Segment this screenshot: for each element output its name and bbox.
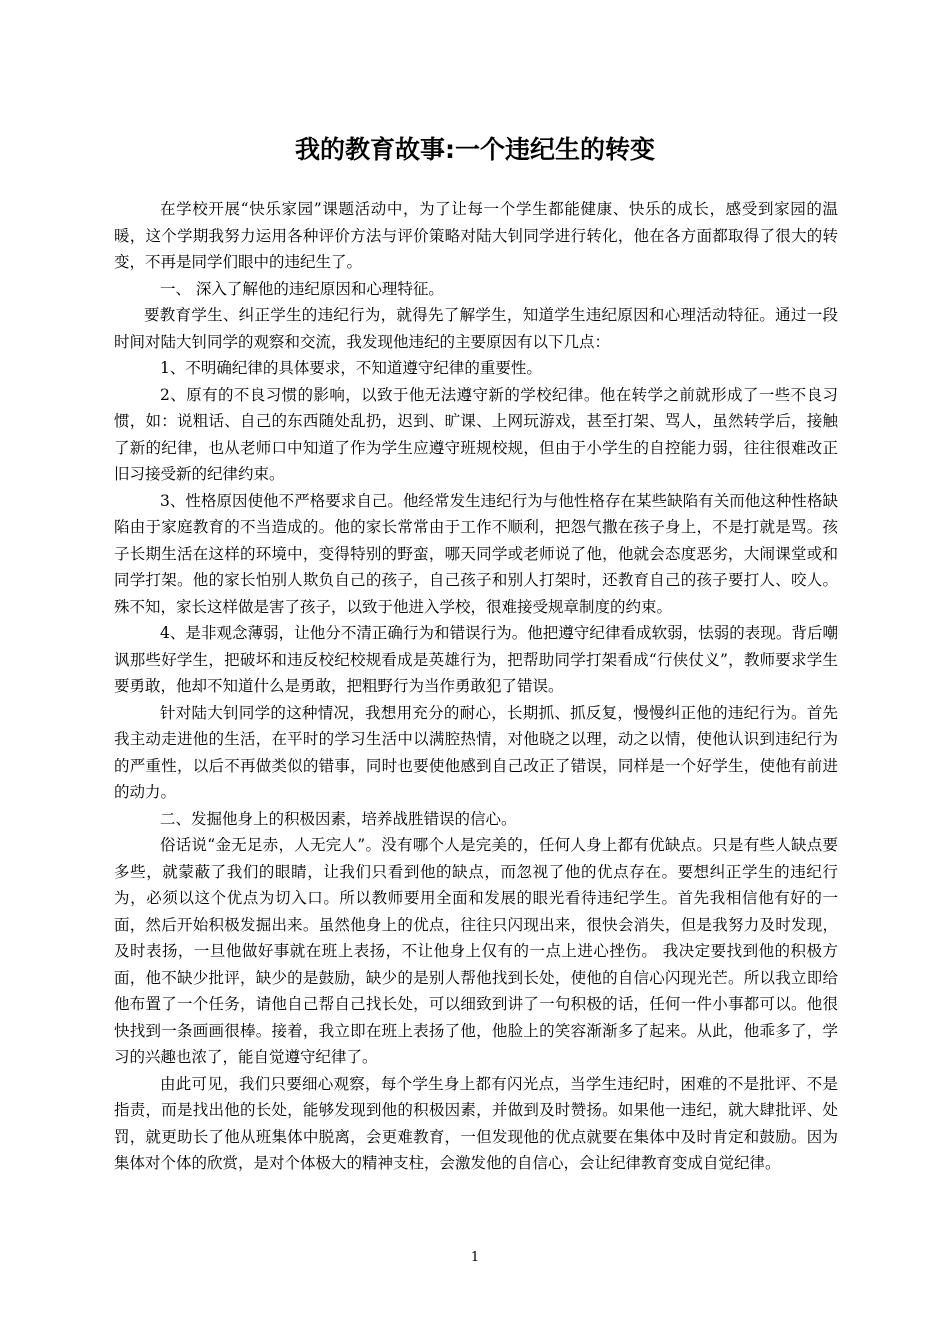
paragraph-intro: 在学校开展“快乐家园”课题活动中，为了让每一个学生都能健康、快乐的成长，感受到家园的温暖，这个学期我努力运用各种评价方法与评价策略对陆大钊同学进行转化，他在各方面都取得了很大的转变，不再是同学们眼中的违纪生了。 xyxy=(114,200,838,271)
list-item-reason-4: 4、是非观念薄弱，让他分不清正确行为和错误行为。他把遵守纪律看成软弱，怯弱的表现。背后嘲讽那些好学生，把破坏和违反校纪校规看成是英雄行为，把帮助同学打架看成“行侠仗义”，教师要求学生要勇敢，他却不知道什么是勇敢，把粗野行为当作勇敢犯了错误。 xyxy=(114,624,838,695)
paragraph-strengths: 俗话说“金无足赤，人无完人”。没有哪个人是完美的，任何人身上都有优缺点。只是有些人缺点要多些，就蒙蔽了我们的眼睛，让我们只看到他的缺点，而忽视了他的优点存在。要想纠正学生的违纪行为，必须以这个优点为切入口。所以教师要用全面和发展的眼光看待违纪学生。首先我相信他有好的一面，然后开始积极发掘出来。虽然他身上的优点，往往只闪现出来，很快会消失，但是我努力及时发现，及时表扬，一旦他做好事就在班上表扬，不让他身上仅有的一点上进心挫伤。 我决定要找到他的积极方面，他不缺少批评，缺少的是鼓励，缺少的是别人帮他找到长处，使他的自信心闪现光芒。所以我立即给他布置了一个任务，请他自己帮自己找长处，可以细致到讲了一句积极的话，任何一件小事都可以。他很快找到一条画画很棒。接着，我立即在班上表扬了他，他脸上的笑容渐渐多了起来。从此，他乖多了，学习的兴趣也浓了，能自觉遵守纪律了。 xyxy=(114,836,838,1066)
section-heading-2: 二、发掘他身上的积极因素，培养战胜错误的信心。 xyxy=(160,809,517,828)
page-number: 1 xyxy=(470,1250,480,1265)
paragraph-understanding: 要教育学生、纠正学生的违纪行为，就得先了解学生，知道学生违纪原因和心理活动特征。通过一段时间对陆大钊同学的观察和交流，我发现他违纪的主要原因有以下几点： xyxy=(114,306,838,351)
document-body xyxy=(114,196,838,1177)
list-item-reason-3: 3、性格原因使他不严格要求自己。他经常发生违纪行为与他性格存在某些缺陷有关而他这种性格缺陷由于家庭教育的不当造成的。他的家长常常由于工作不顺利，把怨气撒在孩子身上，不是打就是骂。孩子长期生活在这样的环境中，变得特别的野蛮，哪天同学或老师说了他，他就会态度恶劣，大闹课堂或和同学打架。他的家长怕别人欺负自己的孩子，自己孩子和别人打架时，还教育自己的孩子要打人、咬人。殊不知，家长这样做是害了孩子，以致于他进入学校，很难接受规章制度的约束。 xyxy=(114,491,838,616)
list-item-reason-2: 2、原有的不良习惯的影响，以致于他无法遵守新的学校纪律。他在转学之前就形成了一些不良习惯，如：说粗话、自己的东西随处乱扔，迟到、旷课、上网玩游戏，甚至打架、骂人，虽然转学后，接触了新的纪律，也从老师口中知道了作为学生应遵守班规校规，但由于小学生的自控能力弱，往往很难改正旧习接受新的纪律约束。 xyxy=(114,385,838,483)
paragraph-approach: 针对陆大钊同学的这种情况，我想用充分的耐心，长期抓、抓反复，慢慢纠正他的违纪行为。首先我主动走进他的生活，在平时的学习生活中以满腔热情，对他晓之以理，动之以情，使他认识到违纪行为的严重性，以后不再做类似的错事，同时也要使他感到自己改正了错误，同样是一个好学生，使他有前进的动力。 xyxy=(114,703,838,801)
section-heading-1: 一、 深入了解他的违纪原因和心理特征。 xyxy=(160,279,444,298)
document-title: 我的教育故事:一个违纪生的转变 xyxy=(295,135,655,164)
paragraph-conclusion: 由此可见，我们只要细心观察，每个学生身上都有闪光点，当学生违纪时，困难的不是批评、不是指责，而是找出他的长处，能够发现到他的积极因素，并做到及时赞扬。如果他一违纪，就大肆批评、处罚，就更助长了他从班集体中脱离，会更难教育，一但发现他的优点就要在集体中及时肯定和鼓励。因为集体对个体的欣赏，是对个体极大的精神支柱，会激发他的自信心，会让纪律教育变成自觉纪律。 xyxy=(114,1074,838,1172)
list-item-reason-1: 1、不明确纪律的具体要求，不知道遵守纪律的重要性。 xyxy=(160,359,542,377)
